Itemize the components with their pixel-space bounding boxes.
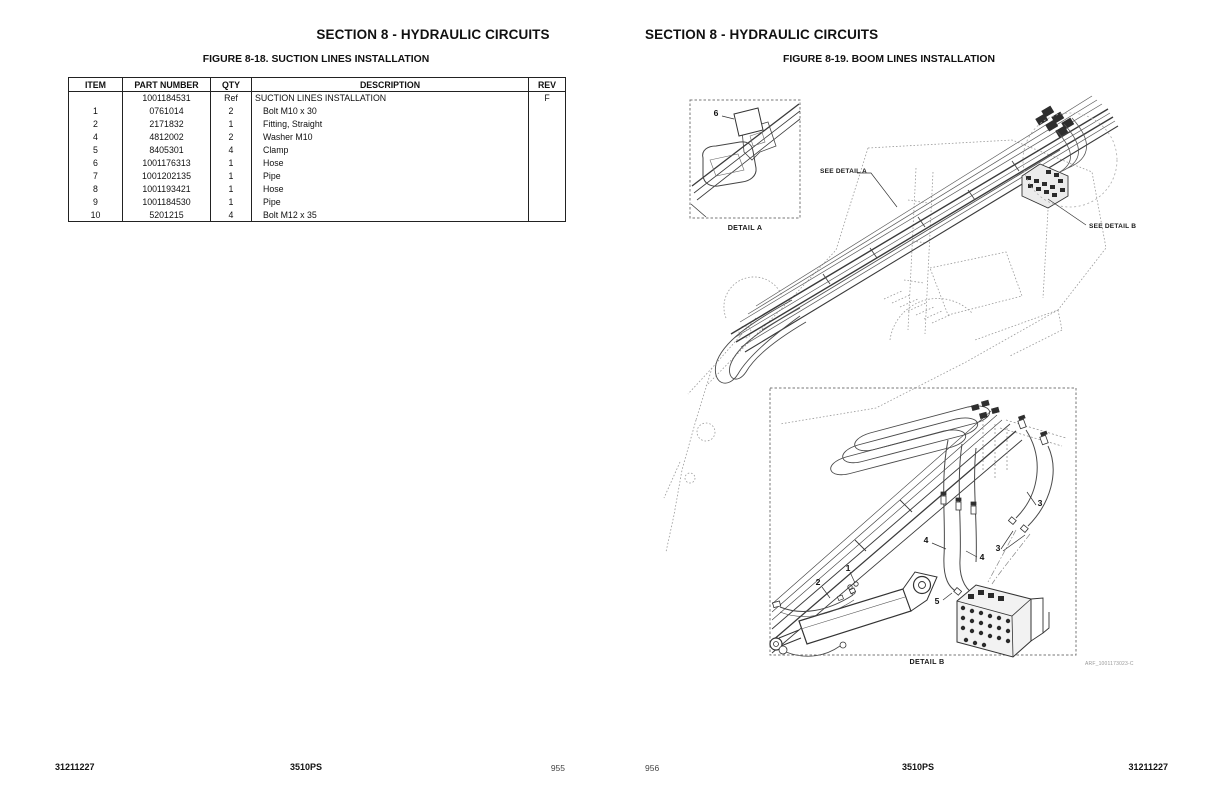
table-row bbox=[69, 209, 566, 222]
parts-table-header-row bbox=[69, 78, 566, 92]
callout-2: 2 bbox=[815, 577, 821, 587]
col-header-item: ITEM bbox=[69, 78, 123, 92]
cell-item: 10 bbox=[69, 209, 123, 222]
right-footer-page-number: 956 bbox=[645, 763, 660, 773]
detail-b-hoses-3 bbox=[1016, 430, 1053, 526]
callout-5: 5 bbox=[934, 596, 940, 606]
cell-part-number: 4812002 bbox=[123, 131, 211, 144]
cell-description: SUCTION LINES INSTALLATION bbox=[252, 92, 529, 105]
detail-b-inset bbox=[770, 388, 1076, 657]
detail-b-valve-block bbox=[957, 585, 1049, 657]
artwork-reference: ARF_1001173023-C bbox=[1085, 661, 1134, 667]
cell-part-number: 0761014 bbox=[123, 105, 211, 118]
right-figure-title: FIGURE 8-19. BOOM LINES INSTALLATION bbox=[782, 54, 996, 65]
cell-qty: Ref bbox=[211, 92, 252, 105]
see-detail-b-label: SEE DETAIL B bbox=[1089, 223, 1137, 230]
cell-qty: 1 bbox=[211, 157, 252, 170]
cell-qty: 1 bbox=[211, 183, 252, 196]
detail-b-phantom-leaders bbox=[988, 530, 1030, 584]
col-header-rev: REV bbox=[529, 78, 566, 92]
cell-item: 4 bbox=[69, 131, 123, 144]
detail-b-top-manifold bbox=[971, 400, 1066, 478]
cell-description: Washer M10 bbox=[252, 131, 529, 144]
col-header-part-number: PART NUMBER bbox=[123, 78, 211, 92]
cell-description: Clamp bbox=[252, 144, 529, 157]
right-footer-model: 3510PS bbox=[901, 762, 935, 772]
cell-item: 1 bbox=[69, 105, 123, 118]
main-valve-block bbox=[1022, 113, 1117, 208]
callout-4b: 4 bbox=[979, 552, 985, 562]
cell-description: Fitting, Straight bbox=[252, 118, 529, 131]
table-row bbox=[69, 105, 566, 118]
cell-qty: 4 bbox=[211, 209, 252, 222]
right-footer-doc-number: 31211227 bbox=[1128, 762, 1168, 772]
cell-item: 9 bbox=[69, 196, 123, 209]
cell-description: Hose bbox=[252, 157, 529, 170]
cell-rev bbox=[529, 144, 566, 157]
cell-rev: F bbox=[529, 92, 566, 105]
cell-part-number: 1001193421 bbox=[123, 183, 211, 196]
parts-table bbox=[68, 77, 566, 222]
callout-1: 1 bbox=[845, 563, 851, 573]
cell-rev bbox=[529, 105, 566, 118]
cell-description: Bolt M12 x 35 bbox=[252, 209, 529, 222]
cell-item bbox=[69, 92, 123, 105]
table-row bbox=[69, 131, 566, 144]
cell-item: 7 bbox=[69, 170, 123, 183]
table-row bbox=[69, 183, 566, 196]
table-row bbox=[69, 157, 566, 170]
left-footer-model: 3510PS bbox=[289, 762, 323, 772]
cell-part-number: 1001184530 bbox=[123, 196, 211, 209]
gooseneck-hoses bbox=[715, 300, 806, 383]
cell-part-number: 1001184531 bbox=[123, 92, 211, 105]
cell-rev bbox=[529, 157, 566, 170]
table-row bbox=[69, 92, 566, 105]
cell-description: Pipe bbox=[252, 196, 529, 209]
cell-qty: 2 bbox=[211, 105, 252, 118]
cell-description: Bolt M10 x 30 bbox=[252, 105, 529, 118]
cell-rev bbox=[529, 183, 566, 196]
cell-part-number: 1001202135 bbox=[123, 170, 211, 183]
see-detail-a-label: SEE DETAIL A bbox=[820, 168, 867, 175]
cell-qty: 1 bbox=[211, 196, 252, 209]
table-row bbox=[69, 170, 566, 183]
right-section-title: SECTION 8 - HYDRAULIC CIRCUITS bbox=[645, 27, 879, 42]
cell-item: 8 bbox=[69, 183, 123, 196]
cell-part-number: 8405301 bbox=[123, 144, 211, 157]
cell-qty: 1 bbox=[211, 118, 252, 131]
cell-qty: 4 bbox=[211, 144, 252, 157]
table-row bbox=[69, 196, 566, 209]
callout-6: 6 bbox=[713, 108, 719, 118]
cell-rev bbox=[529, 196, 566, 209]
boom-lines-illustration bbox=[612, 0, 1224, 792]
cell-description: Hose bbox=[252, 183, 529, 196]
cell-qty: 1 bbox=[211, 170, 252, 183]
detail-b-hose-loops bbox=[831, 406, 990, 475]
table-row bbox=[69, 118, 566, 131]
cell-description: Pipe bbox=[252, 170, 529, 183]
detail-b-hoses-4 bbox=[944, 440, 978, 597]
cell-rev bbox=[529, 131, 566, 144]
detail-b-caption: DETAIL B bbox=[909, 657, 945, 666]
cell-rev bbox=[529, 209, 566, 222]
left-footer-page-number: 955 bbox=[550, 763, 565, 773]
cell-item: 6 bbox=[69, 157, 123, 170]
detail-a-caption: DETAIL A bbox=[727, 223, 763, 232]
detail-a-part-6-plate bbox=[734, 108, 763, 136]
cell-part-number: 2171832 bbox=[123, 118, 211, 131]
left-section-title: SECTION 8 - HYDRAULIC CIRCUITS bbox=[316, 27, 550, 42]
cell-item: 5 bbox=[69, 144, 123, 157]
callout-4a: 4 bbox=[923, 535, 929, 545]
cell-item: 2 bbox=[69, 118, 123, 131]
cell-part-number: 1001176313 bbox=[123, 157, 211, 170]
detail-a-inset bbox=[690, 100, 800, 218]
cell-qty: 2 bbox=[211, 131, 252, 144]
left-figure-title: FIGURE 8-18. SUCTION LINES INSTALLATION bbox=[202, 54, 430, 65]
cell-rev bbox=[529, 118, 566, 131]
col-header-description: DESCRIPTION bbox=[252, 78, 529, 92]
left-footer-doc-number: 31211227 bbox=[55, 762, 95, 772]
col-header-qty: QTY bbox=[211, 78, 252, 92]
table-row bbox=[69, 144, 566, 157]
callout-3a: 3 bbox=[1037, 498, 1043, 508]
callout-3b: 3 bbox=[995, 543, 1001, 553]
cell-rev bbox=[529, 170, 566, 183]
cell-part-number: 5201215 bbox=[123, 209, 211, 222]
